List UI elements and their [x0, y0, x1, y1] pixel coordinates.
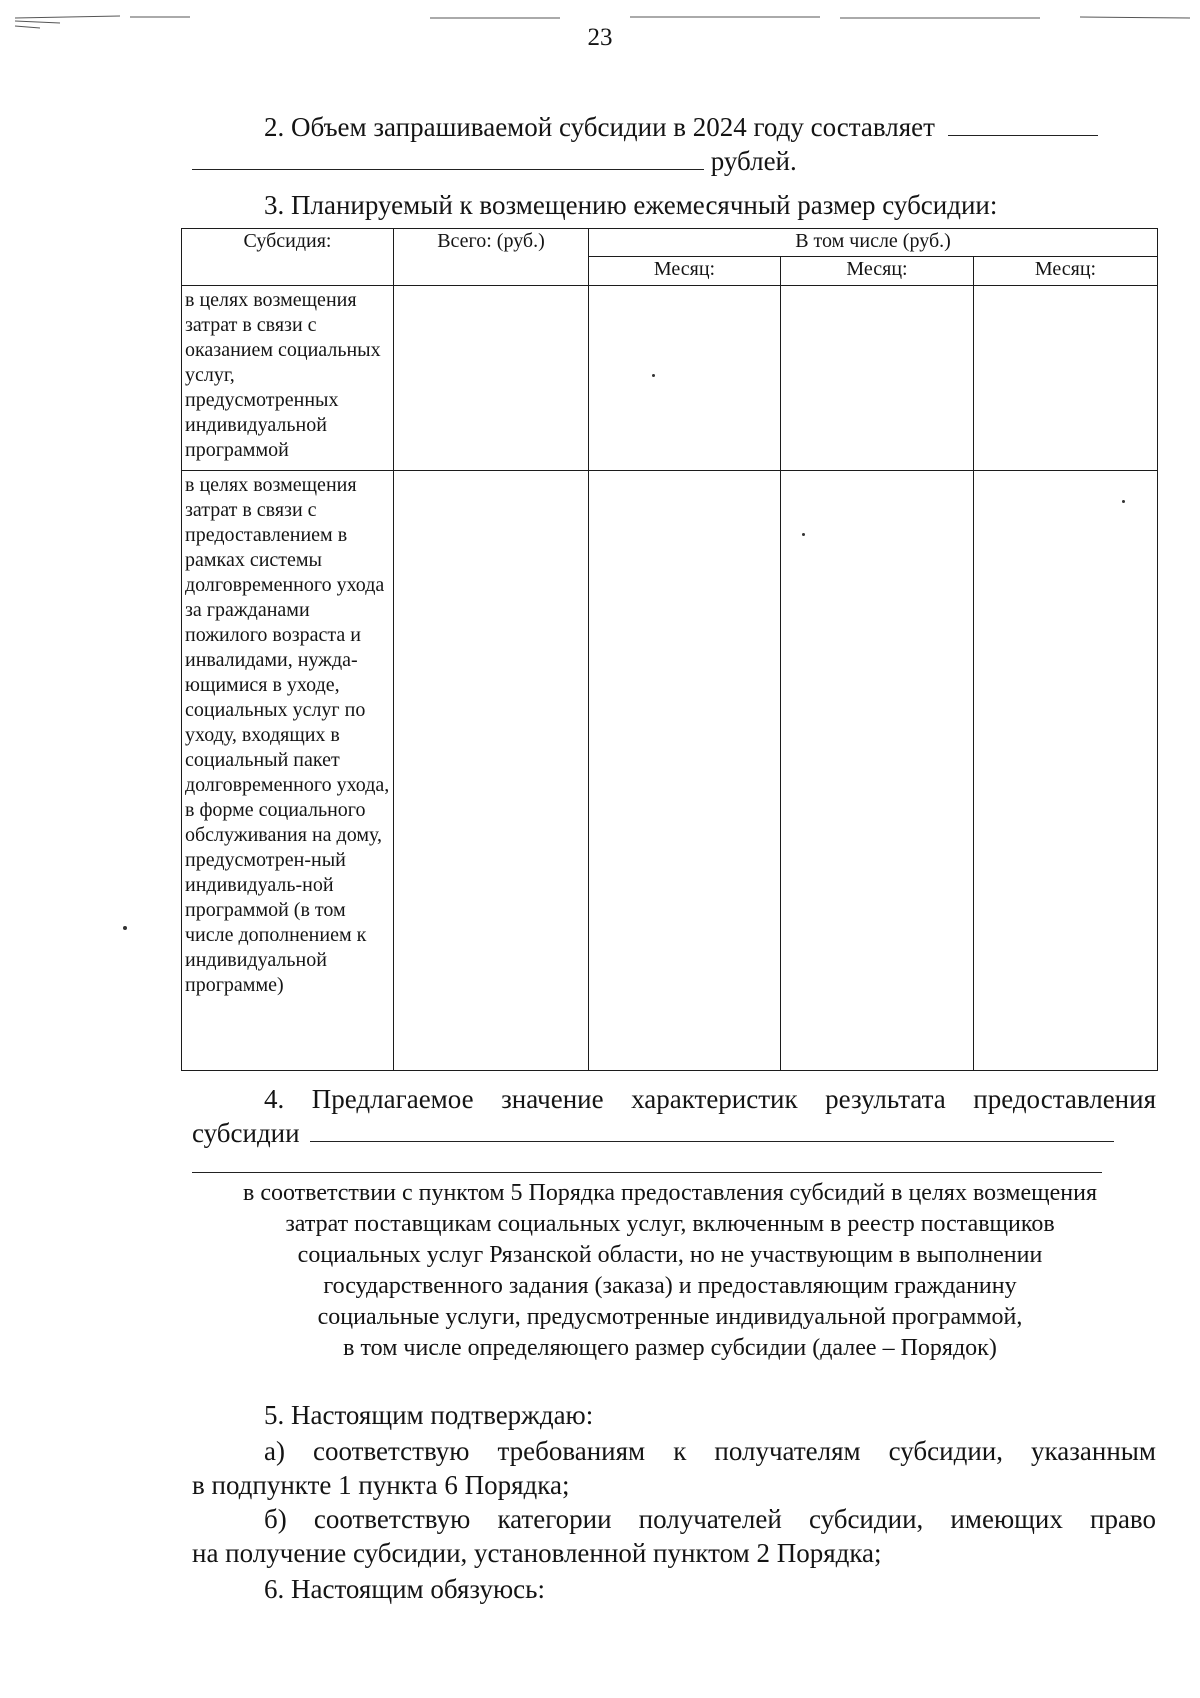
- item5-heading: 5. Настоящим подтверждаю:: [264, 1400, 594, 1430]
- scan-speck: [123, 926, 127, 930]
- scan-speck: [1122, 500, 1125, 503]
- note-line-5: социальные услуги, предусмотренные индивидуальной программой,: [317, 1304, 1023, 1330]
- header-including: В том числе (руб.): [589, 229, 1158, 257]
- amount-blank: [948, 111, 1098, 136]
- header-total: Всего: (руб.): [394, 229, 589, 286]
- header-month-1: Месяц:: [589, 257, 781, 286]
- rubles-label: рублей.: [710, 146, 797, 176]
- item4-line2: [192, 1116, 1114, 1150]
- item4-subsidy-word: субсидии: [192, 1118, 300, 1148]
- table-row: [182, 286, 1158, 471]
- result-blank-second-line: [192, 1172, 1102, 1173]
- note-line-2: затрат поставщикам социальных услуг, включенным в реестр поставщиков: [285, 1211, 1055, 1237]
- note-line-6: в том числе определяющего размер субсидии (далее – Порядок): [343, 1335, 997, 1361]
- amount-words-blank: [192, 145, 704, 170]
- row1-month1-cell: [589, 286, 781, 471]
- row1-month3-cell: [974, 286, 1158, 471]
- row2-total-cell: [394, 471, 589, 1071]
- row1-label: в целях возмещения затрат в связи с оказанием социальных услуг, предусмотренных индивидуальной программой: [182, 286, 394, 471]
- row1-month2-cell: [781, 286, 974, 471]
- row2-month2-cell: [781, 471, 974, 1071]
- note-line-1: в соответствии с пунктом 5 Порядка предоставления субсидий в целях возмещения: [243, 1180, 1097, 1206]
- header-month-3: Месяц:: [974, 257, 1158, 286]
- item5-a-line1: а) соответствую требованиям к получателям субсидии, указанным: [264, 1436, 1156, 1466]
- table-header-row: [182, 229, 1158, 257]
- item2-line2: [192, 144, 797, 178]
- note-line-3: социальных услуг Рязанской области, но не участвующим в выполнении: [297, 1242, 1043, 1268]
- row2-month3-cell: [974, 471, 1158, 1071]
- item4-note: [180, 1178, 1160, 1364]
- table-row: [182, 471, 1158, 1071]
- subsidy-table: [181, 228, 1158, 1071]
- item4-line1: 4. Предлагаемое значение характеристик результата предоставления: [264, 1084, 1156, 1114]
- row2-label: в целях возмещения затрат в связи с предоставлением в рамках системы долговременного ухода за гражданами пожилого возраста и инвалидами, нужда-ющимися в уходе, социальных услуг по уходу, входящих в социальный пакет долговременного ухода, в форме социального обслуживания на дому, предусмотрен-ный индивидуаль-ной программой (в том числе дополнением к индивидуальной программе): [182, 471, 394, 1071]
- page-number: 23: [587, 24, 613, 51]
- header-month-2: Месяц:: [781, 257, 974, 286]
- row2-month1-cell: [589, 471, 781, 1071]
- item5-b-line2: на получение субсидии, установленной пунктом 2 Порядка;: [192, 1538, 882, 1568]
- item2-line1: [264, 110, 1098, 144]
- item3-heading: 3. Планируемый к возмещению ежемесячный размер субсидии:: [264, 190, 998, 220]
- item6-heading: 6. Настоящим обязуюсь:: [264, 1574, 545, 1604]
- row1-total-cell: [394, 286, 589, 471]
- item5-a-line2: в подпункте 1 пункта 6 Порядка;: [192, 1470, 570, 1500]
- result-blank: [310, 1117, 1114, 1142]
- scan-speck: [652, 374, 655, 377]
- item5-b-line1: б) соответствую категории получателей субсидии, имеющих право: [264, 1504, 1156, 1534]
- note-line-4: государственного задания (заказа) и предоставляющим гражданину: [323, 1273, 1017, 1299]
- item2-text: 2. Объем запрашиваемой субсидии в 2024 году составляет: [264, 112, 935, 142]
- scan-speck: [802, 533, 805, 536]
- header-subsidy: Субсидия:: [182, 229, 394, 286]
